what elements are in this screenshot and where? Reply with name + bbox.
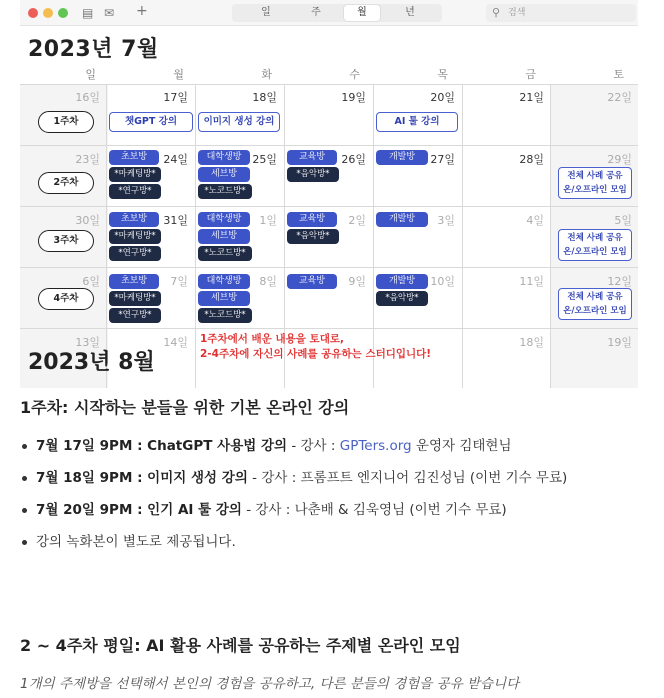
close-window-icon[interactable] — [28, 8, 38, 18]
add-event-icon[interactable]: + — [136, 3, 148, 19]
calendar-event[interactable]: 개발방 — [376, 212, 428, 227]
calendar-event[interactable]: 대학생방 — [198, 150, 250, 165]
day-number: 8일 — [259, 275, 277, 288]
calendar-event[interactable]: 대학생방 — [198, 212, 250, 227]
calendar-event[interactable]: *음악방* — [287, 229, 339, 244]
week-label: 3주차 — [38, 230, 94, 252]
event-line: 전체 사례 공유 — [567, 233, 623, 243]
calendar-event[interactable]: 대학생방 — [198, 274, 250, 289]
grid-line — [20, 84, 638, 85]
lecture-detail: - 강사 : 프롬프트 엔지니어 김진성님 (이번 기수 무료) — [247, 470, 568, 486]
day-number: 14일 — [163, 336, 188, 349]
calendar-list-icon[interactable]: ▤ — [82, 6, 94, 20]
event-line: 전체 사례 공유 — [567, 292, 623, 302]
calendar-event[interactable]: 초보방 — [109, 274, 159, 289]
study-note — [200, 332, 431, 362]
section-heading: 1주차: 시작하는 분들을 위한 기본 온라인 강의 — [20, 398, 350, 417]
calendar-event[interactable]: *연구방* — [109, 308, 161, 323]
day-number: 23일 — [75, 153, 100, 166]
calendar-event[interactable]: *노코드방* — [198, 246, 252, 261]
day-number: 1일 — [259, 214, 277, 227]
inbox-icon[interactable]: ✉ — [104, 6, 115, 20]
day-number: 11일 — [519, 275, 544, 288]
day-number: 19일 — [341, 91, 366, 104]
study-note-line: 1주차에서 배운 내용을 토대로, — [200, 333, 344, 345]
calendar-event[interactable]: *노코드방* — [198, 184, 252, 199]
calendar-event[interactable]: 초보방 — [109, 150, 159, 165]
calendar-event[interactable]: *마케팅방* — [109, 229, 161, 244]
day-number: 13일 — [75, 336, 100, 349]
lecture-title: 7월 18일 9PM : 이미지 생성 강의 — [36, 470, 248, 486]
day-number: 22일 — [607, 91, 632, 104]
day-number: 28일 — [519, 153, 544, 166]
day-number: 4일 — [526, 214, 544, 227]
day-number: 17일 — [163, 91, 188, 104]
event-line: 전체 사례 공유 — [567, 171, 623, 181]
grid-line — [462, 84, 463, 388]
calendar-event[interactable]: 개발방 — [376, 274, 428, 289]
event-line: 온/오프라인 모임 — [563, 306, 627, 316]
calendar-screenshot — [20, 0, 638, 388]
calendar-event[interactable]: 교육방 — [287, 212, 337, 227]
list-item — [20, 436, 650, 457]
event-line: 온/오프라인 모임 — [563, 185, 627, 195]
day-number: 21일 — [519, 91, 544, 104]
weekday-header: 목 — [437, 68, 448, 81]
grid-line — [20, 145, 638, 146]
calendar-event[interactable]: 세브방 — [198, 229, 250, 244]
italic-note: 1개의 주제방을 선택해서 본인의 경험을 공유하고, 다른 분들의 경험을 공유 받습니다 — [20, 676, 520, 692]
day-number: 30일 — [75, 214, 100, 227]
week-label: 1주차 — [38, 111, 94, 133]
lecture-detail: 강의 녹화본이 별도로 제공됩니다. — [36, 534, 236, 550]
day-number: 20일 — [430, 91, 455, 104]
list-item — [20, 532, 650, 553]
study-note-line: 2-4주차에 자신의 사례를 공유하는 스터디입니다! — [200, 348, 432, 360]
calendar-event[interactable]: 세브방 — [198, 167, 250, 182]
month-title: 2023년 7월 — [28, 37, 159, 62]
day-number: 31일 — [163, 214, 188, 227]
day-number: 2일 — [348, 214, 366, 227]
calendar-event[interactable] — [558, 167, 632, 199]
weekday-header: 일 — [85, 68, 96, 81]
section-heading: 2 ~ 4주차 평일: AI 활용 사례를 공유하는 주제별 온라인 모임 — [20, 636, 461, 655]
day-number: 10일 — [430, 275, 455, 288]
grid-line — [20, 267, 638, 268]
day-number: 27일 — [430, 153, 455, 166]
calendar-event[interactable]: *마케팅방* — [109, 291, 161, 306]
calendar-event[interactable]: 초보방 — [109, 212, 159, 227]
event-line: 온/오프라인 모임 — [563, 247, 627, 257]
day-number: 12일 — [607, 275, 632, 288]
maximize-window-icon[interactable] — [58, 8, 68, 18]
weekday-header: 토 — [613, 68, 624, 81]
schedule-description — [20, 398, 650, 564]
search-placeholder: 검색 — [508, 8, 526, 18]
calendar-event[interactable]: 교육방 — [287, 150, 337, 165]
search-input[interactable] — [486, 4, 636, 22]
day-number: 3일 — [437, 214, 455, 227]
view-year-tab[interactable]: 년 — [405, 7, 415, 18]
day-number: 6일 — [82, 275, 100, 288]
weekday-header: 금 — [525, 68, 536, 81]
calendar-event[interactable]: *음악방* — [376, 291, 428, 306]
day-number: 9일 — [348, 275, 366, 288]
weekday-header: 화 — [261, 68, 272, 81]
lecture-title: 7월 17일 9PM : ChatGPT 사용법 강의 — [36, 438, 288, 454]
lecture-detail: - 강사 : 나춘배 & 김욱영님 (이번 기수 무료) — [241, 502, 507, 518]
calendar-event[interactable]: 세브방 — [198, 291, 250, 306]
day-number: 26일 — [341, 153, 366, 166]
calendar-event[interactable]: *노코드방* — [198, 308, 252, 323]
day-number: 29일 — [607, 153, 632, 166]
lecture-title: 7월 20일 9PM : 인기 AI 툴 강의 — [36, 502, 242, 518]
view-day-tab[interactable]: 일 — [261, 7, 271, 18]
month-title: 2023년 8월 — [28, 350, 155, 375]
calendar-event[interactable]: 교육방 — [287, 274, 337, 289]
view-switcher — [232, 4, 442, 22]
day-number: 24일 — [163, 153, 188, 166]
day-number: 7일 — [170, 275, 188, 288]
lecture-detail: 운영자 김태현님 — [411, 438, 512, 454]
grid-line — [550, 84, 551, 388]
calendar-event[interactable]: *연구방* — [109, 184, 161, 199]
grid-line — [106, 84, 107, 388]
day-number: 16일 — [75, 91, 100, 104]
gpters-link[interactable]: GPTers.org — [339, 438, 412, 454]
lecture-list — [20, 436, 650, 553]
calendar-event[interactable]: *연구방* — [109, 246, 161, 261]
calendar-event[interactable]: 챗GPT 강의 — [109, 112, 193, 132]
lecture-detail: - 강사 : — [287, 438, 340, 454]
search-icon: ⚲ — [492, 6, 501, 19]
day-number: 18일 — [519, 336, 544, 349]
weekday-header: 월 — [173, 68, 184, 81]
view-week-tab[interactable]: 주 — [311, 7, 321, 18]
calendar-event[interactable]: 개발방 — [376, 150, 428, 165]
day-number: 19일 — [607, 336, 632, 349]
calendar-event[interactable]: 이미지 생성 강의 — [198, 112, 280, 132]
list-item — [20, 468, 650, 489]
view-month-tab[interactable]: 월 — [344, 5, 380, 21]
grid-line — [20, 328, 638, 329]
calendar-event[interactable]: *마케팅방* — [109, 167, 161, 182]
week-label: 4주차 — [38, 288, 94, 310]
list-item — [20, 500, 650, 521]
calendar-toolbar — [20, 0, 638, 26]
calendar-event[interactable] — [558, 288, 632, 320]
grid-line — [195, 84, 196, 388]
week-label: 2주차 — [38, 172, 94, 194]
day-number: 25일 — [252, 153, 277, 166]
calendar-event[interactable]: AI 툴 강의 — [376, 112, 458, 132]
day-number: 5일 — [614, 214, 632, 227]
grid-line — [20, 206, 638, 207]
day-number: 18일 — [252, 91, 277, 104]
calendar-event[interactable]: *음악방* — [287, 167, 339, 182]
weekday-header: 수 — [349, 68, 360, 81]
calendar-event[interactable] — [558, 229, 632, 261]
minimize-window-icon[interactable] — [43, 8, 53, 18]
